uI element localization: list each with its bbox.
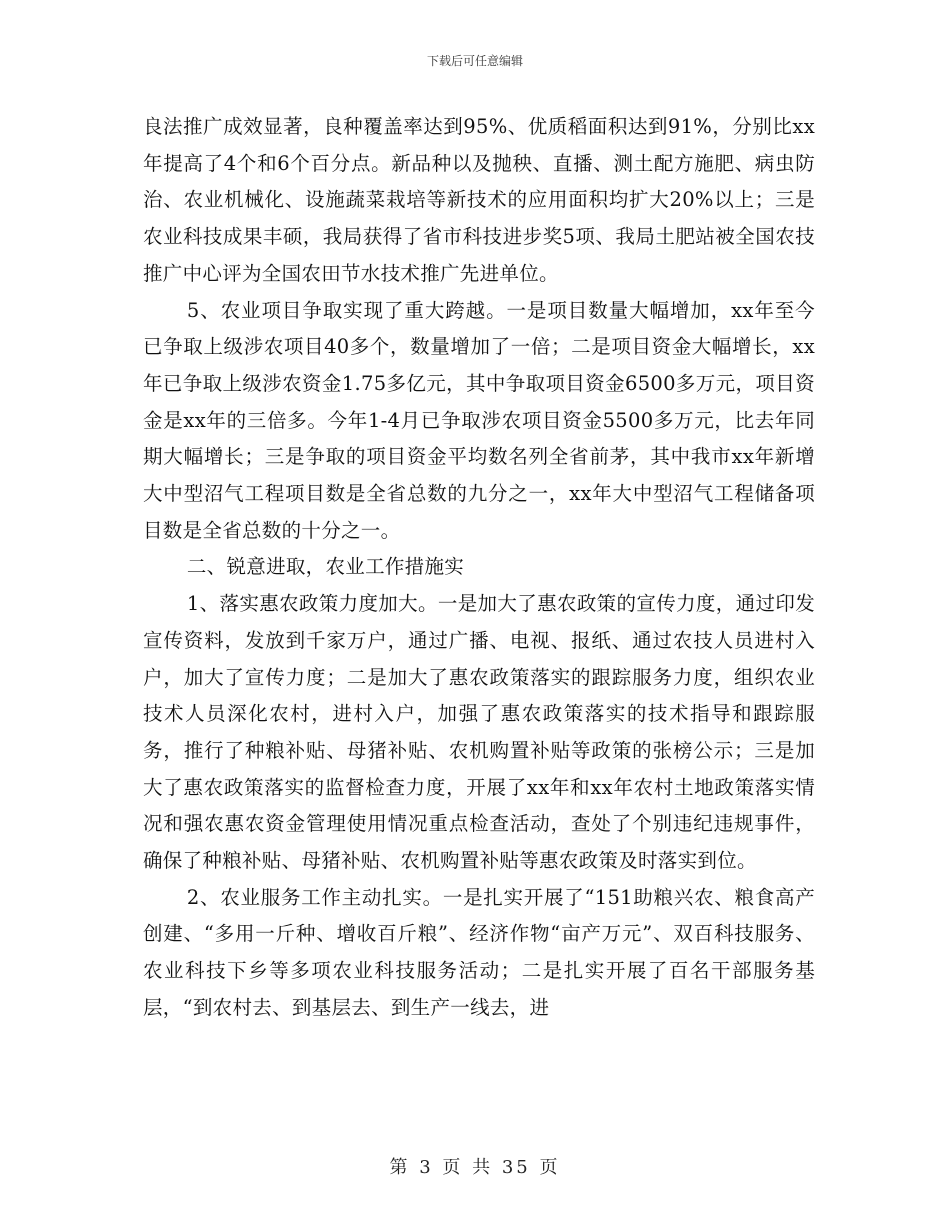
paragraph-continued: 良法推广成效显著，良种覆盖率达到95%、优质稻面积达到91%，分别比xx年提高了4个和6个百分点。新品种以及抛秧、直播、测土配方施肥、病虫防治、农业机械化、设施蔬菜栽培等新技术的应用面积均扩大20%以上；三是农业科技成果丰硕，我局获得了省市科技进步奖5项、我局土肥站被全国农技推广中心评为全国农田节水技术推广先进单位。: [143, 115, 815, 285]
paragraph-project-funding: 5、农业项目争取实现了重大跨越。一是项目数量大幅增加，xx年至今已争取上级涉农项目40多个，数量增加了一倍；二是项目资金大幅增长，xx年已争取上级涉农资金1.75多亿元，其中争取项目资金6500多万元，项目资金是xx年的三倍多。今年1-4月已争取涉农项目资金5500多万元，比去年同期大幅增长；三是争取的项目资金平均数名列全省前茅，其中我市xx年新增大中型沼气工程项目数是全省总数的九分之一，xx年大中型沼气工程储备项目数是全省总数的十分之一。: [143, 298, 815, 542]
paragraph-service: 2、农业服务工作主动扎实。一是扎实开展了“151助粮兴农、粮食高产创建、“多用一斤种、增收百斤粮”、经济作物“亩产万元”、双百科技服务、农业科技下乡等多项农业科技服务活动；二是扎实开展了百名干部服务基层，“到农村去、到基层去、到生产一线去，进: [143, 885, 815, 1019]
section-heading: 二、锐意进取，农业工作措施实: [186, 555, 465, 579]
paragraph-policy: 1、落实惠农政策力度加大。一是加大了惠农政策的宣传力度，通过印发宣传资料，发放到千家万户，通过广播、电视、报纸、通过农技人员进村入户，加大了宣传力度；二是加大了惠农政策落实的跟踪服务力度，组织农业技术人员深化农村，进村入户，加强了惠农政策落实的技术指导和跟踪服务，推行了种粮补贴、母猪补贴、农机购置补贴等政策的张榜公示；三是加大了惠农政策落实的监督检查力度，开展了xx年和xx年农村土地政策落实情况和强农惠农资金管理使用情况重点检查活动，查处了个别违纪违规事件，确保了种粮补贴、母猪补贴、农机购置补贴等惠农政策及时落实到位。: [143, 592, 815, 873]
page-number: 第 3 页 共 35 页: [389, 1157, 561, 1178]
document-body: [143, 109, 815, 1027]
page-header-note: 下载后可任意编辑: [426, 54, 523, 68]
